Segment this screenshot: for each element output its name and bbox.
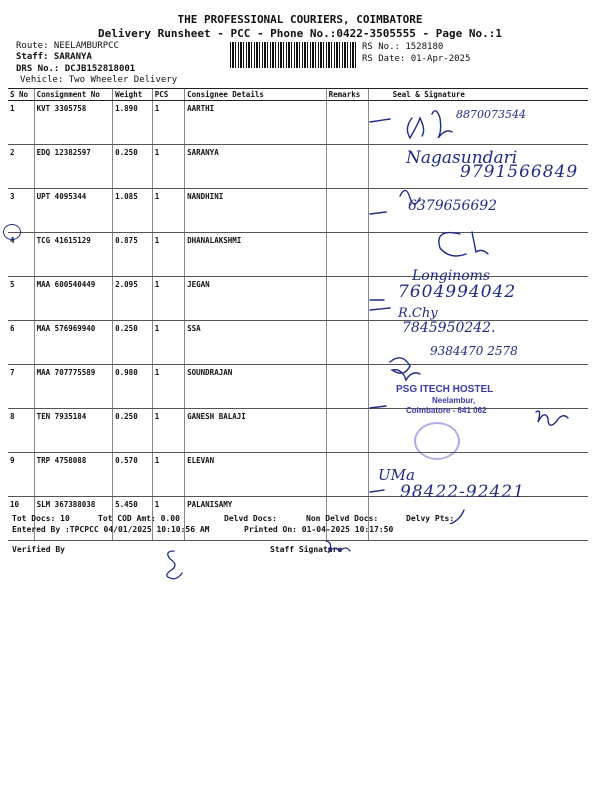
row5-name-note: Longinoms [412,268,491,284]
row-weight: 0.875 [113,233,153,277]
row-weight: 0.250 [113,409,153,453]
footer-signature-marks [150,535,370,585]
header-pcs: PCS [152,89,184,101]
delivery-points: Delvy Pts: [406,514,455,523]
row-sno: 10 [8,497,34,541]
row7-phone-note: 9384470 2578 [430,344,518,358]
row-consignee: AARTHI [185,101,327,145]
route-label: Route: NEELAMBURPCC [16,41,119,51]
row5-phone-note: 7604994042 [398,282,517,302]
entered-by: Entered By :TPCPCC 04/01/2025 10:10:56 AM [12,525,210,534]
row1-phone-note: 8870073544 [456,108,526,121]
row-pcs: 1 [152,453,184,497]
row-pcs: 1 [152,277,184,321]
rs-number: RS No.: 1528180 [362,42,444,52]
row-consignment: KVT 3305758 [34,101,113,145]
row2-name-note: Nagasundari [406,148,518,168]
non-delivered-docs: Non Delvd Docs: [306,514,379,523]
row-weight: 0.570 [113,453,153,497]
printed-on: Printed On: 01-04-2025 10:17:50 [244,525,394,534]
header-consignment: Consignment No [34,89,113,101]
row-consignee: JEGAN [185,277,327,321]
row-consignee: SOUNDRAJAN [185,365,327,409]
row-consignee: GANESH BALAJI [185,409,327,453]
company-title: THE PROFESSIONAL COURIERS, COIMBATORE [177,13,423,26]
row-pcs: 1 [152,409,184,453]
row-sno: 7 [8,365,34,409]
row10-phone-note: 98422-92421 [400,482,525,502]
header-sno: S No [8,89,34,101]
row-consignee: PALANISAMY [185,497,327,541]
staff-label: Staff: SARANYA [16,52,92,62]
verified-by-label: Verified By [12,545,65,554]
runsheet-subtitle: Delivery Runsheet - PCC - Phone No.:0422-3505555 - Page No.:1 [98,27,502,40]
row-weight: 2.095 [113,277,153,321]
row-consignment: MAA 576969940 [34,321,113,365]
stamp-place: Neelambur, [432,396,476,405]
row-sno: 5 [8,277,34,321]
staff-signature-label: Staff Signature [270,545,343,554]
row3-phone-note: 6379656692 [408,198,498,214]
round-seal-icon [414,422,460,460]
header-remarks: Remarks [326,89,368,101]
row-pcs: 1 [152,365,184,409]
row-weight: 1.890 [113,101,153,145]
header-weight: Weight [113,89,153,101]
row-pcs: 1 [152,189,184,233]
rs-date: RS Date: 01-Apr-2025 [362,54,471,64]
row-sno: 3 [8,189,34,233]
row-consignment: UPT 4095344 [34,189,113,233]
row-consignee: SARANYA [185,145,327,189]
table-header-row [8,89,588,101]
row-pcs: 1 [152,145,184,189]
row-consignment: SLM 367388038 [34,497,113,541]
row-sno: 1 [8,101,34,145]
delivered-docs: Delvd Docs: [224,514,277,523]
row-consignment: EDQ 12382597 [34,145,113,189]
row-weight: 0.980 [113,365,153,409]
row-sno: 4 [8,233,34,277]
row-sno: 2 [8,145,34,189]
stamp-city: Coimbatore - 641 062 [406,406,487,415]
header-consignee: Consignee Details [185,89,327,101]
row-weight: 1.085 [113,189,153,233]
row-sno: 6 [8,321,34,365]
circle-mark-icon [3,224,21,240]
row-sno: 9 [8,453,34,497]
row-consignee: DHANALAKSHMI [185,233,327,277]
row-weight: 0.250 [113,321,153,365]
row-consignment: MAA 600540449 [34,277,113,321]
barcode [230,42,356,68]
row-consignment: TEN 7935184 [34,409,113,453]
row-consignment: TRP 4758088 [34,453,113,497]
row6-name-note: R.Chy [398,306,438,321]
row-consignee: ELEVAN [185,453,327,497]
row-pcs: 1 [152,321,184,365]
row-weight: 0.250 [113,145,153,189]
row-sno: 8 [8,409,34,453]
header-signature: Seal & Signature [368,89,588,101]
row-weight: 5.450 [113,497,153,541]
row-pcs: 1 [152,497,184,541]
drs-number: DRS No.: DCJB152818001 [16,64,136,74]
row2-phone-note: 9791566849 [460,162,579,182]
vehicle-label: Vehicle: Two Wheeler Delivery [20,75,178,85]
row10-name-note: UMa [378,466,415,484]
row-consignee: NANDHINI [185,189,327,233]
row6-phone-note: 7845950242. [402,320,496,336]
stamp-name: PSG ITECH HOSTEL [396,384,494,395]
row-consignee: SSA [185,321,327,365]
row-consignment: TCG 41615129 [34,233,113,277]
row-pcs: 1 [152,233,184,277]
total-docs: Tot Docs: 10 [12,514,70,523]
row-consignment: MAA 707775589 [34,365,113,409]
total-cod-amount: Tot COD Amt: 0.00 [98,514,180,523]
row-pcs: 1 [152,101,184,145]
